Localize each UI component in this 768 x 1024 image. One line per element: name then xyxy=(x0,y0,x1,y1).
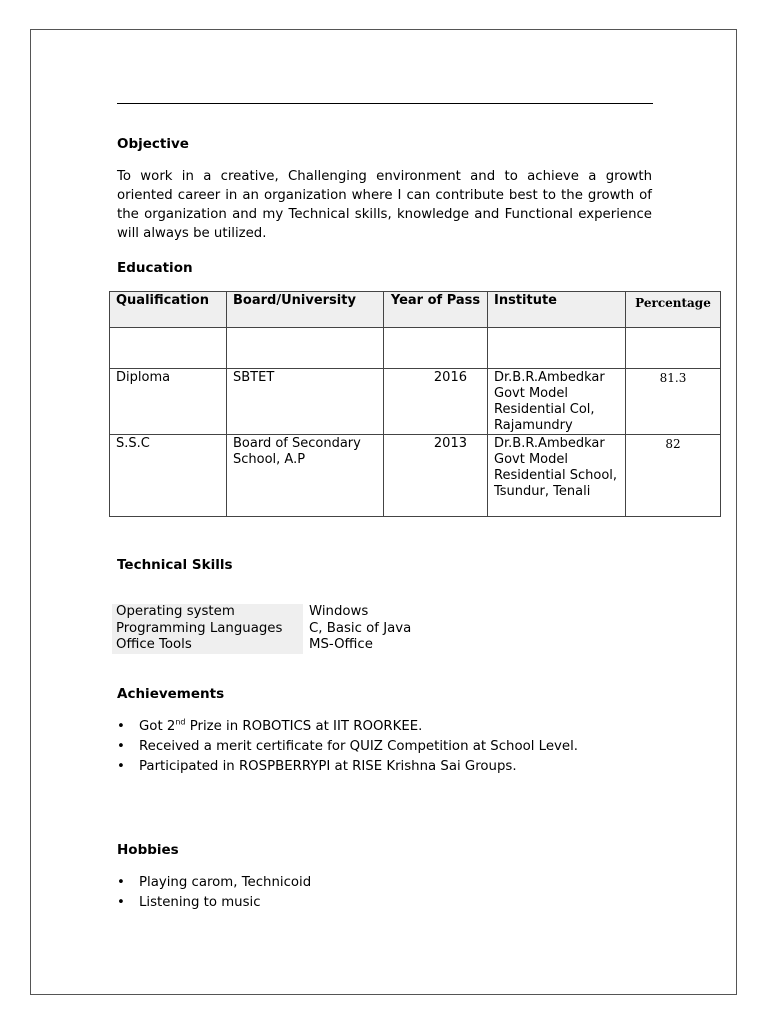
list-item xyxy=(117,873,311,893)
achievement-text-post: Prize in ROBOTICS at IIT ROORKEE. xyxy=(185,719,423,734)
institute-cell: Dr.B.R.Ambedkar Govt Model Residential Col, Rajamundry xyxy=(488,369,626,435)
institute-cell: Dr.B.R.Ambedkar Govt Model Residential School, Tsundur, Tenali xyxy=(488,435,626,517)
bullet-icon: • xyxy=(117,759,125,774)
table-row xyxy=(110,435,721,517)
achievements-heading: Achievements xyxy=(117,686,225,702)
achievement-text-pre: Got 2 xyxy=(139,719,176,734)
achievement-text: Participated in ROSPBERRYPI at RISE Krishna Sai Groups. xyxy=(139,759,517,774)
percentage-cell: 81.3 xyxy=(626,369,721,435)
table-cell xyxy=(227,328,384,369)
skill-row xyxy=(112,604,415,621)
skill-value: C, Basic of Java xyxy=(309,620,412,636)
skill-key: Office Tools xyxy=(112,637,303,654)
education-header-row xyxy=(110,292,721,328)
table-row xyxy=(110,369,721,435)
objective-text: To work in a creative, Challenging environment and to achieve a growth oriented career in an organization where I can contribute best to the growth of the organization and my Technical skills, knowledge and Functional experience will always be utilized. xyxy=(117,169,652,241)
header-year: Year of Pass xyxy=(384,292,488,328)
hobbies-list xyxy=(117,873,311,913)
header-qualification: Qualification xyxy=(110,292,227,328)
skill-row xyxy=(112,621,415,638)
header-institute: Institute xyxy=(488,292,626,328)
table-cell xyxy=(384,328,488,369)
table-cell xyxy=(626,328,721,369)
objective-heading: Objective xyxy=(117,136,189,152)
achievement-text xyxy=(139,719,422,734)
percentage-cell: 82 xyxy=(626,435,721,517)
education-heading: Education xyxy=(117,260,193,276)
table-row xyxy=(110,328,721,369)
list-item xyxy=(117,737,578,757)
bullet-icon: • xyxy=(117,895,125,910)
bullet-icon: • xyxy=(117,719,125,734)
board-cell: Board of Secondary School, A.P xyxy=(227,435,384,517)
list-item xyxy=(117,757,578,777)
header-percentage: Percentage xyxy=(626,292,721,328)
technical-skills-heading: Technical Skills xyxy=(117,557,233,573)
achievement-text: Received a merit certificate for QUIZ Competition at School Level. xyxy=(139,739,579,754)
skill-value: Windows xyxy=(309,604,369,619)
board-cell: SBTET xyxy=(227,369,384,435)
education-table xyxy=(109,291,721,517)
list-item xyxy=(117,717,578,737)
qualification-cell: S.S.C xyxy=(110,435,227,517)
year-cell: 2013 xyxy=(384,435,488,517)
qualification-cell: Diploma xyxy=(110,369,227,435)
bullet-icon: • xyxy=(117,739,125,754)
top-rule xyxy=(117,103,653,104)
header-board: Board/University xyxy=(227,292,384,328)
skill-key: Programming Languages xyxy=(112,621,303,638)
year-cell: 2016 xyxy=(384,369,488,435)
hobbies-heading: Hobbies xyxy=(117,842,179,858)
skill-key: Operating system xyxy=(112,604,303,621)
achievements-list xyxy=(117,717,578,777)
skill-row xyxy=(112,637,415,654)
table-cell xyxy=(110,328,227,369)
hobby-text: Listening to music xyxy=(139,895,261,910)
table-cell xyxy=(488,328,626,369)
ordinal-suffix: nd xyxy=(175,717,186,727)
skill-value: MS-Office xyxy=(309,637,373,652)
skills-table xyxy=(112,604,415,654)
hobby-text: Playing carom, Technicoid xyxy=(139,875,312,890)
bullet-icon: • xyxy=(117,875,125,890)
list-item xyxy=(117,893,311,913)
